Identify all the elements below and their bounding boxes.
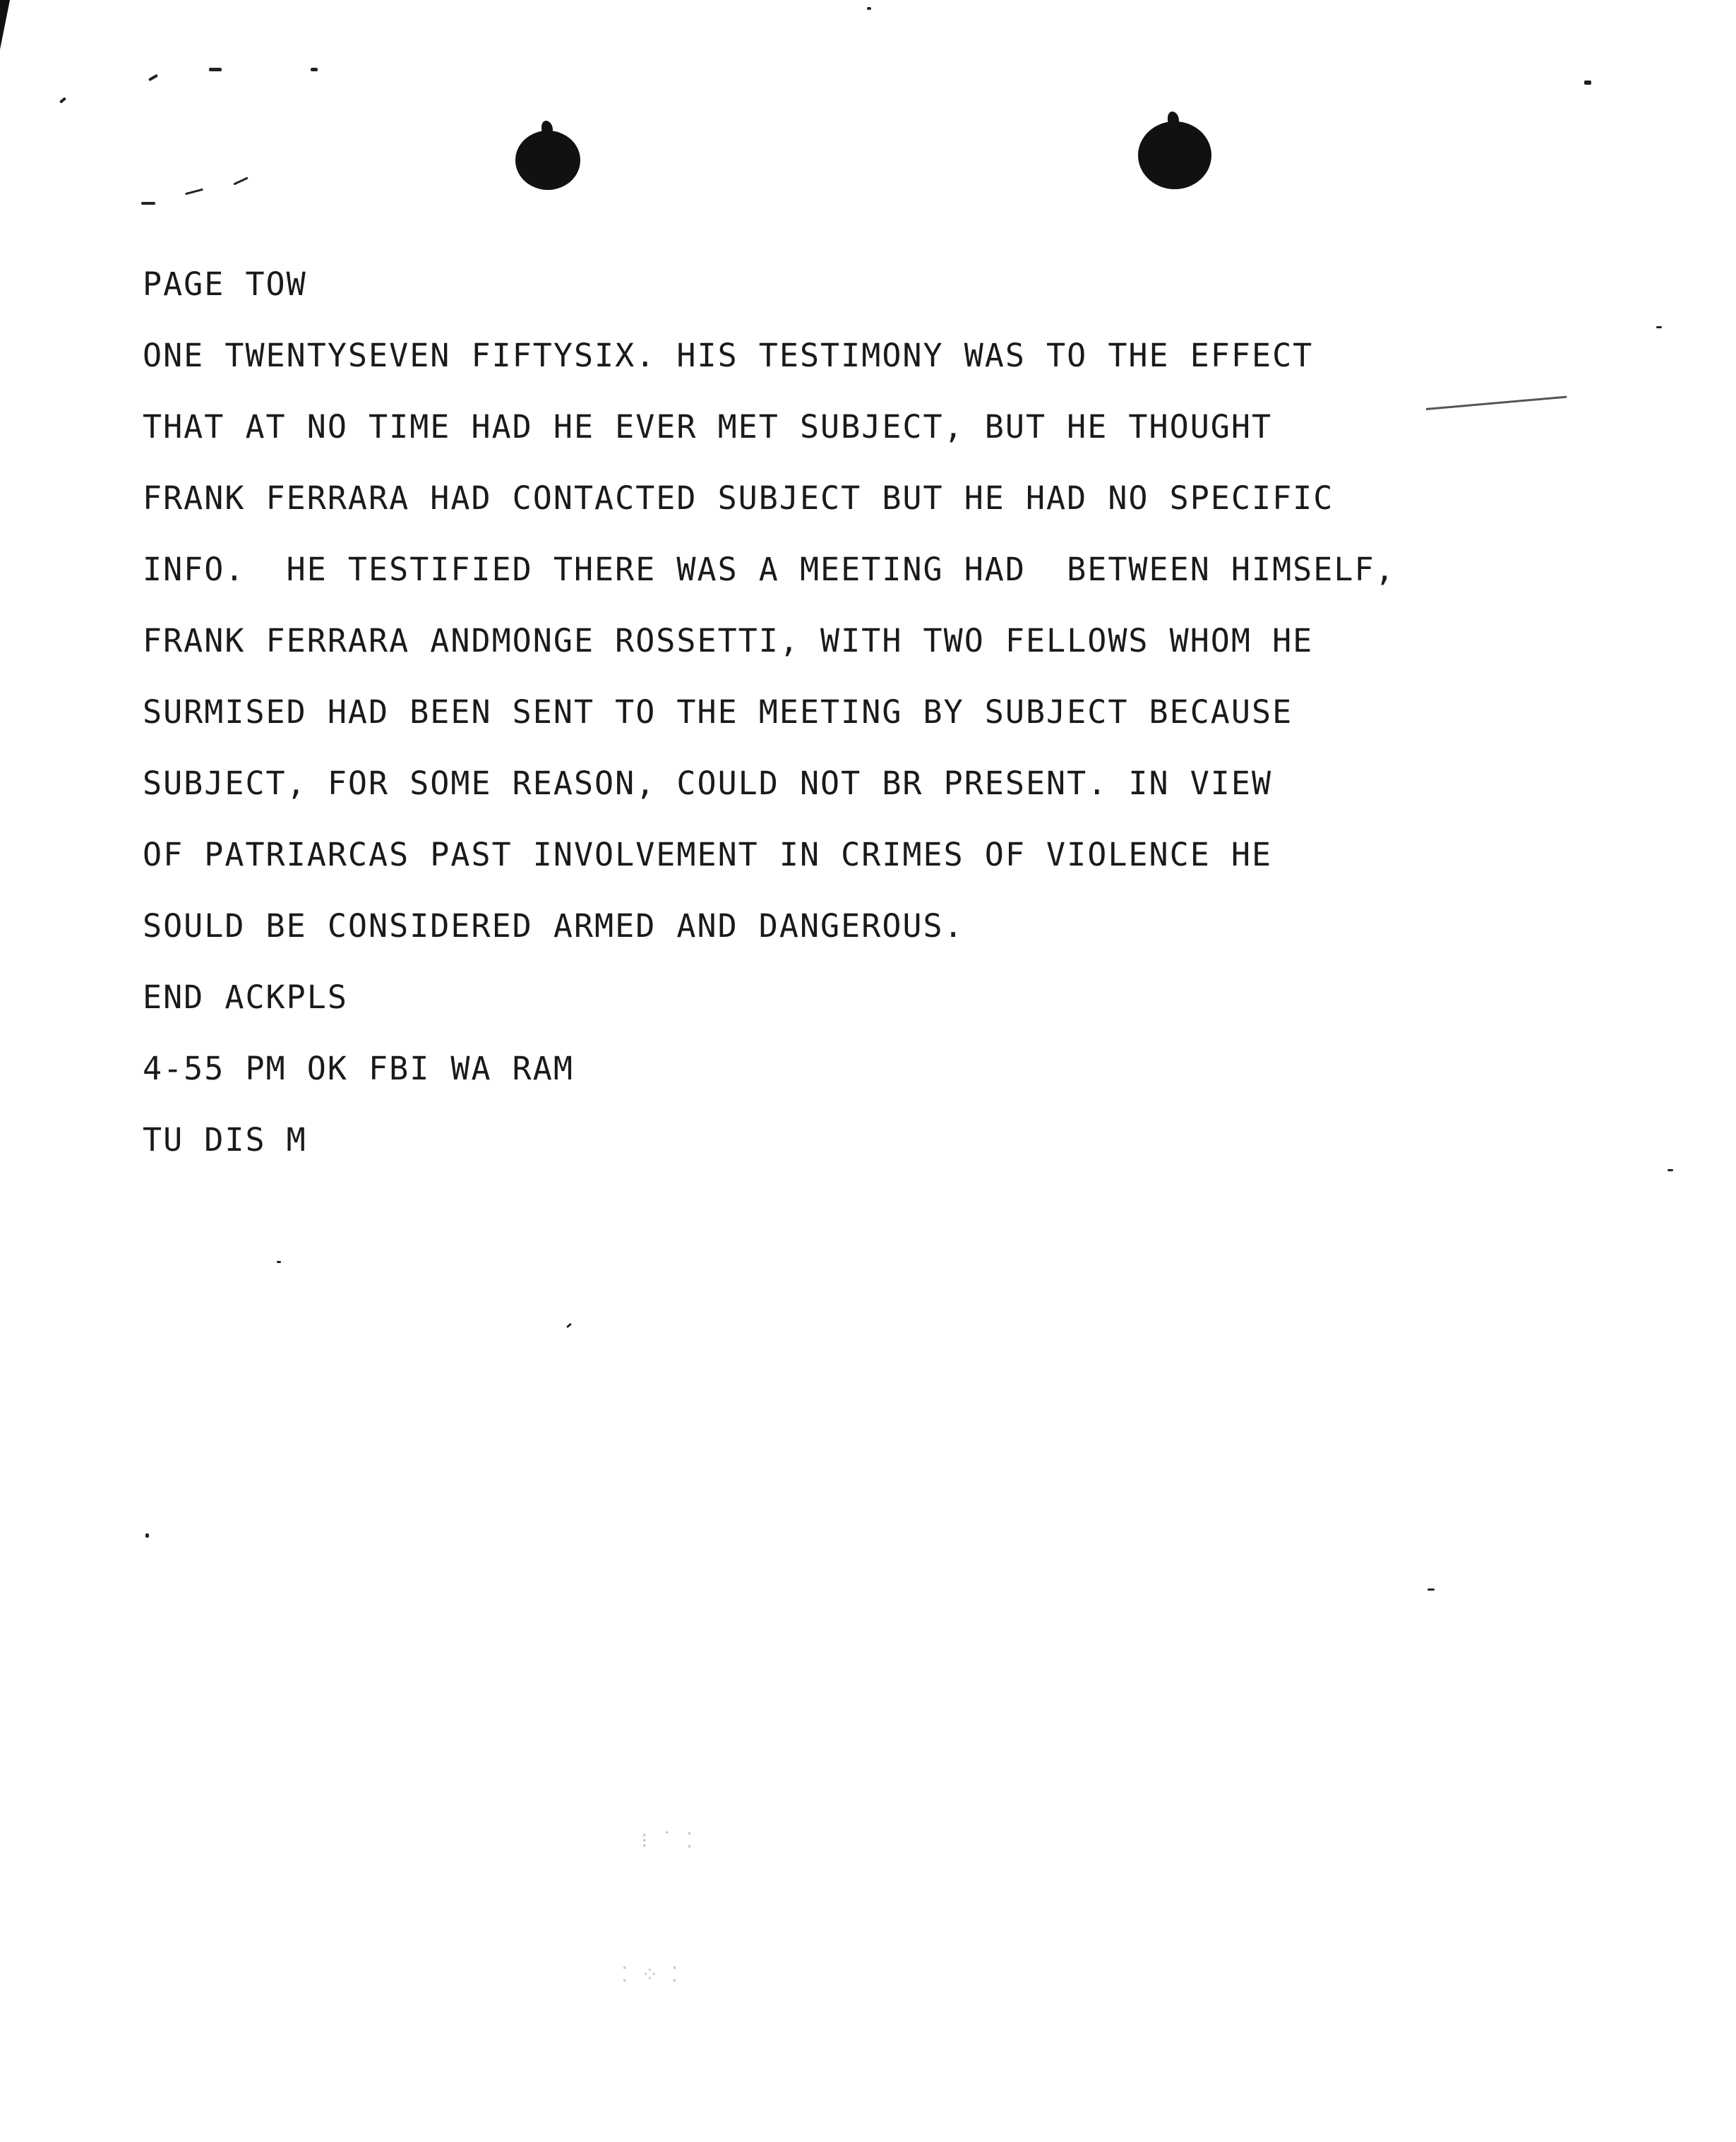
speck — [1656, 326, 1662, 328]
body-line-2: THAT AT NO TIME HAD HE EVER MET SUBJECT, BUT HE THOUGHT — [143, 408, 1273, 445]
speck — [566, 1323, 572, 1328]
speck — [277, 1261, 281, 1263]
end-line: END ACKPLS — [143, 979, 348, 1016]
page-header: PAGE TOW — [143, 265, 307, 303]
punch-hole-right — [1138, 121, 1211, 189]
speck — [1427, 1588, 1435, 1591]
punch-hole-left — [515, 131, 580, 190]
speck — [311, 68, 318, 71]
speck — [1584, 80, 1591, 85]
speck — [209, 68, 222, 71]
speck — [145, 1533, 149, 1538]
body-line-1: ONE TWENTYSEVEN FIFTYSIX. HIS TESTIMONY WAS TO THE EFFECT — [143, 337, 1314, 374]
speck — [233, 176, 248, 185]
time-line: 4-55 PM OK FBI WA RAM — [143, 1050, 574, 1087]
speck — [185, 189, 203, 196]
faint-stamp-mark: ⁚ ⁘ ⁚ — [621, 1963, 678, 1987]
corner-mark — [0, 0, 10, 49]
body-line-4: INFO. HE TESTIFIED THERE WAS A MEETING HAD BETWEEN HIMSELF, — [143, 551, 1396, 588]
speck — [59, 97, 66, 103]
body-line-3: FRANK FERRARA HAD CONTACTED SUBJECT BUT HE HAD NO SPECIFIC — [143, 479, 1334, 517]
body-line-7: SUBJECT, FOR SOME REASON, COULD NOT BR PRESENT. IN VIEW — [143, 765, 1273, 802]
speck — [867, 7, 871, 10]
teletype-text — [143, 249, 1555, 1175]
speck — [141, 202, 155, 205]
body-line-9: SOULD BE CONSIDERED ARMED AND DANGEROUS. — [143, 907, 964, 945]
speck — [148, 74, 158, 81]
body-line-5: FRANK FERRARA ANDMONGE ROSSETTI, WITH TWO FELLOWS WHOM HE — [143, 622, 1314, 659]
body-line-8: OF PATRIARCAS PAST INVOLVEMENT IN CRIMES OF VIOLENCE HE — [143, 836, 1273, 873]
closing-line: TU DIS M — [143, 1121, 307, 1159]
body-line-6: SURMISED HAD BEEN SENT TO THE MEETING BY SUBJECT BECAUSE — [143, 693, 1293, 731]
speck — [1668, 1169, 1673, 1171]
faint-stamp-mark: ⁝ ˙ ⁚ — [641, 1829, 693, 1853]
